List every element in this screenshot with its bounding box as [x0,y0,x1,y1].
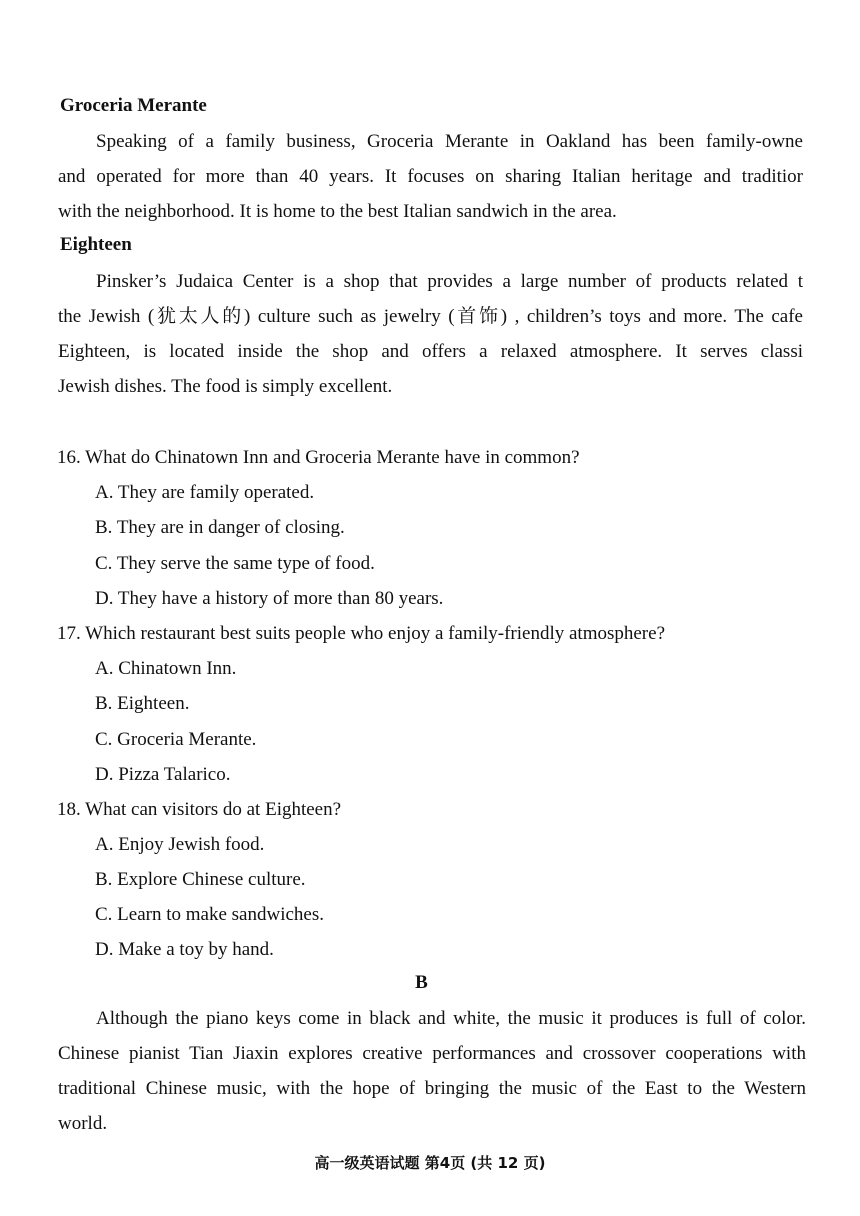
question-18-option-d: D. Make a toy by hand. [95,939,274,960]
question-16-stem: 16. What do Chinatown Inn and Groceria Merante have in common? [57,447,580,468]
paragraph-line: Pinsker’s Judaica Center is a shop that provides a large number of products related t [96,271,803,292]
paragraph-line: the Jewish (犹太人的) culture such as jewelry (首饰) , children’s toys and more. The cafe [58,306,803,327]
section-b-label: B [415,972,428,993]
question-18-stem: 18. What can visitors do at Eighteen? [57,799,342,820]
question-18-option-b: B. Explore Chinese culture. [95,869,306,890]
question-16-option-a: A. They are family operated. [95,482,315,503]
paragraph-line: with the neighborhood. It is home to the best Italian sandwich in the area. [58,201,617,222]
restaurant-heading-eighteen: Eighteen [60,234,132,255]
question-16-option-c: C. They serve the same type of food. [95,553,375,574]
restaurant-heading-groceria: Groceria Merante [60,95,207,116]
section-b-paragraph [58,1001,806,1141]
paragraph-line: world. [58,1113,108,1134]
question-17-option-d: D. Pizza Talarico. [95,764,231,785]
question-17-option-a: A. Chinatown Inn. [95,658,237,679]
paragraph-line: Eighteen, is located inside the shop and offers a relaxed atmosphere. It serves classi [58,341,803,362]
groceria-paragraph [58,124,803,229]
paragraph-line: traditional Chinese music, with the hope of bringing the music of the East to the Western [58,1078,806,1099]
page-footer: 高一级英语试题 第4页 (共 12 页) [314,1154,546,1172]
paragraph-line: Although the piano keys come in black and white, the music it produces is full of color. [96,1008,806,1029]
question-18-option-c: C. Learn to make sandwiches. [95,904,324,925]
paragraph-line: Chinese pianist Tian Jiaxin explores creative performances and crossover cooperations with [58,1043,806,1064]
question-17-option-b: B. Eighteen. [95,693,190,714]
question-17-stem: 17. Which restaurant best suits people who enjoy a family-friendly atmosphere? [57,623,665,644]
paragraph-line: and operated for more than 40 years. It focuses on sharing Italian heritage and traditior [58,166,803,187]
question-17-option-c: C. Groceria Merante. [95,729,257,750]
paragraph-line: Speaking of a family business, Groceria Merante in Oakland has been family-owne [96,131,803,152]
question-16-option-d: D. They have a history of more than 80 years. [95,588,444,609]
eighteen-paragraph [58,264,803,404]
question-18-option-a: A. Enjoy Jewish food. [95,834,265,855]
paragraph-line: Jewish dishes. The food is simply excellent. [58,376,393,397]
question-16-option-b: B. They are in danger of closing. [95,517,345,538]
